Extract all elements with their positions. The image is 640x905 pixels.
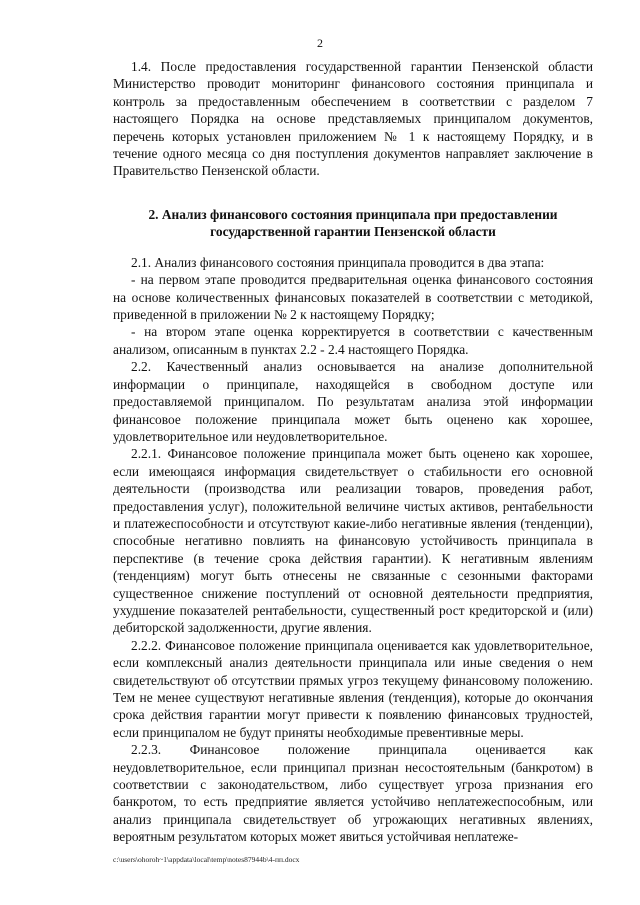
paragraph-2-2-3: 2.2.3. Финансовое положение принципала оценивается как неудовлетворительное, если принципал признан несостоятельным (банкротом) в соответствии с законодательством, либо существует угроза признания его банкротом, то есть предприятие является устойчиво неплатежеспособным, или анализ принципала свидетельствует об угрожающих негативных явлениях, вероятным результатом которых может явиться устойчивая неплатеже- bbox=[113, 742, 593, 845]
paragraph-2-2-1: 2.2.1. Финансовое положение принципала может быть оценено как хорошее, если имеющаяся информация свидетельствует о стабильности его основной деятельности (производства или реализации товаров, проведения работ, предоставления услуг), положительной величине чистых активов, рентабельности и платежеспособности и отсутствуют какие-либо негативные явления (тенденции), способные негативно повлиять на финансовую устойчивость принципала в перспективе (в течение срока действия гарантии). К негативным явлениям (тенденциям) могут быть отнесены не связанные с сезонными факторами существенное снижение поступлений от основной деятельности предприятия, ухудшение показателей рентабельности, существенный рост кредиторской и (или) дебиторской задолженности, другие явления. bbox=[113, 446, 593, 636]
paragraph-2-1-second-stage: - на втором этапе оценка корректируется в соответствии с качественным анализом, описанным в пунктах 2.2 - 2.4 настоящего Порядка. bbox=[113, 324, 593, 357]
document-body bbox=[113, 58, 593, 846]
footer-file-path: c:\users\ohoroh~1\appdata\local\temp\notes87944b\4-пп.docx bbox=[113, 855, 300, 864]
paragraph-2-2-2: 2.2.2. Финансовое положение принципала оценивается как удовлетворительное, если комплексный анализ деятельности принципала или иные сведения о нем свидетельствуют об отсутствии прямых угроз текущему финансовому положению. Тем не менее существуют негативные явления (тенденция), которые до окончания срока действия гарантии могут привести к появлению финансовых трудностей, если принципалом не будут приняты необходимые превентивные меры. bbox=[113, 637, 593, 740]
section-2-heading: 2. Анализ финансового состояния принципала при предоставлении государственной гарантии Пензенской области bbox=[148, 206, 558, 239]
paragraph-1-4: 1.4. После предоставления государственной гарантии Пензенской области Министерство проводит мониторинг финансового состояния принципала и контроль за предоставленным обеспечением в соответствии с разделом 7 настоящего Порядка на основе представляемых принципалом документов, перечень которых установлен приложением № 1 к настоящему Порядку, и в течение одного месяца со дня поступления документов направляет заключение в Правительство Пензенской области. bbox=[113, 59, 593, 179]
page-number: 2 bbox=[317, 36, 323, 50]
paragraph-2-1-first-stage: - на первом этапе проводится предварительная оценка финансового состояния на основе количественных финансовых показателей в соответствии с методикой, приведенной в приложении № 2 к настоящему Порядку; bbox=[113, 272, 593, 323]
paragraph-2-2: 2.2. Качественный анализ основывается на анализе дополнительной информации о принципале, находящейся в свободном доступе или предоставляемой принципалом. По результатам анализа этой информации финансовое положение принципала может быть оценено как хорошее, удовлетворительное или неудовлетворительное. bbox=[113, 359, 593, 444]
paragraph-2-1: 2.1. Анализ финансового состояния принципала проводится в два этапа: bbox=[131, 254, 545, 270]
